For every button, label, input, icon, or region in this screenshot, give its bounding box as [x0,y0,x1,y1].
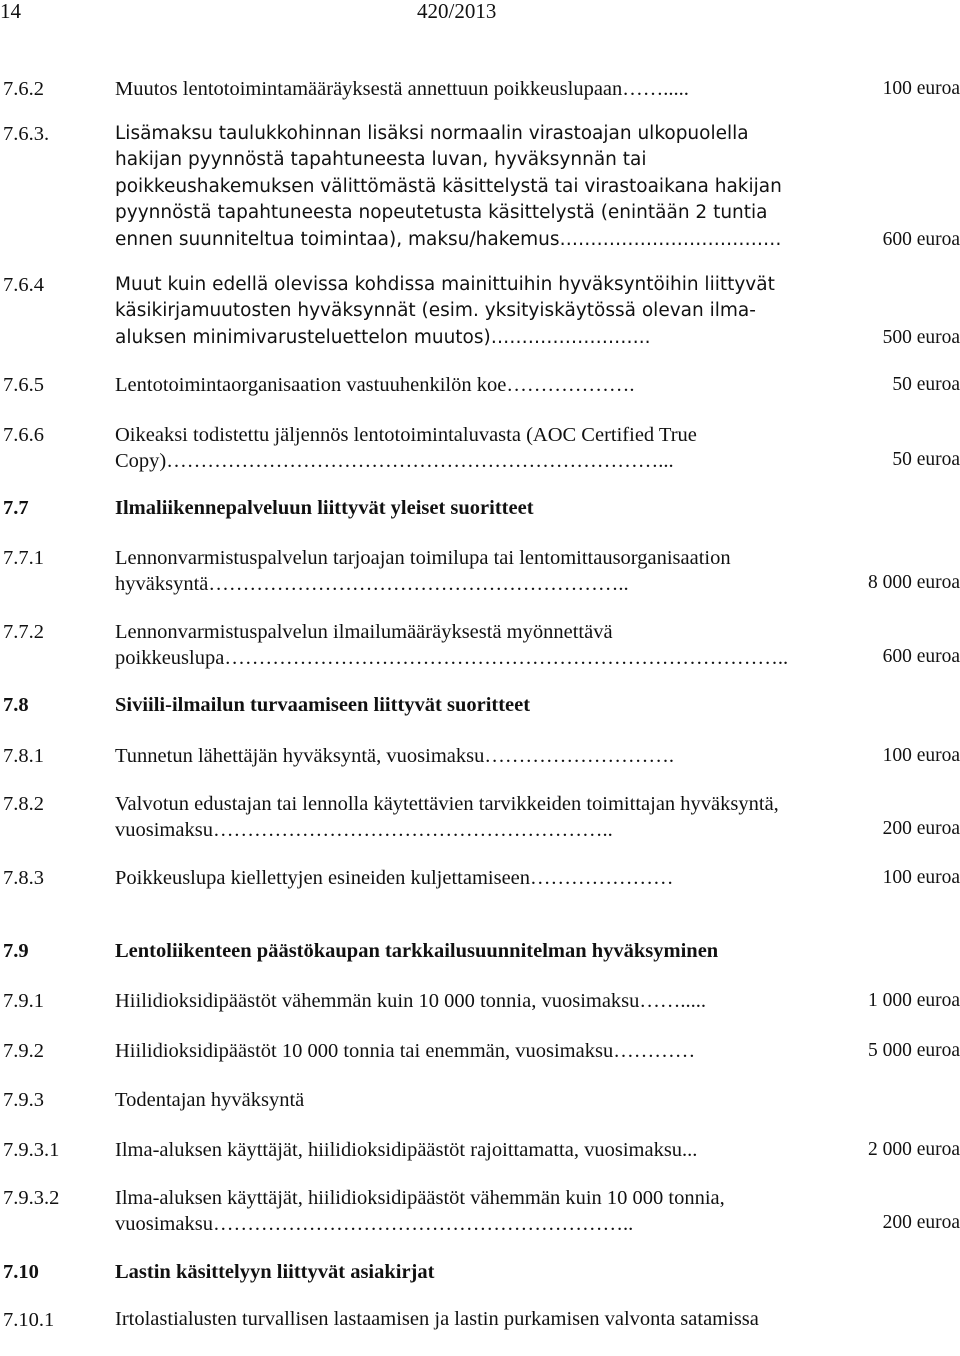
item-number: 7.6.2 [3,78,44,100]
fee-item [0,545,960,601]
item-description: Muut kuin edellä olevissa kohdissa mainittuihin hyväksyntöihin liittyvät käsikirjamuutosten hyväksynnät (esim. yksityiskäytössä olevan ilma-aluksen minimivarusteluettelon muutos)…………………….. [115,274,775,348]
section-number: 7.7 [3,497,29,519]
fee-item [0,1087,960,1117]
item-description: Ilma-aluksen käyttäjät, hiilidioksidipäästöt vähemmän kuin 10 000 tonnia, vuosimaksu…………………………………………………….. [115,1187,725,1235]
item-price: 600 euroa [882,229,960,250]
fee-item [0,121,960,257]
fee-item [0,76,960,106]
page-header [0,0,960,26]
item-description: Lennonvarmistuspalvelun tarjoajan toimilupa tai lentomittausorganisaation hyväksyntä…………………………………………………….. [115,547,731,595]
item-price: 600 euroa [882,646,960,667]
item-number: 7.9.1 [3,990,44,1012]
fee-item [0,1137,960,1167]
item-description: Hiilidioksidipäästöt 10 000 tonnia tai enemmän, vuosimaksu………… [115,1040,696,1062]
fee-item [0,1185,960,1241]
section-heading [0,692,960,722]
fee-item [0,791,960,847]
item-price: 5 000 euroa [867,1040,960,1061]
section-title: Lentoliikenteen päästökaupan tarkkailusuunnitelman hyväksyminen [115,940,719,962]
item-number: 7.8.1 [3,745,44,767]
item-number: 7.7.2 [3,621,44,643]
section-number: 7.8 [3,694,29,716]
document-number: 420/2013 [417,0,497,23]
page-number: 14 [0,0,21,23]
fee-item [0,988,960,1018]
item-price: 100 euroa [882,78,960,99]
item-number: 7.8.3 [3,867,44,889]
section-number: 7.10 [3,1261,39,1283]
item-number: 7.10.1 [3,1309,55,1331]
item-number: 7.6.6 [3,424,44,446]
item-description: Valvotun edustajan tai lennolla käytettävien tarvikkeiden toimittajan hyväksyntä, vuosimaksu………………………………………………….. [115,793,779,841]
item-price: 50 euroa [892,449,960,470]
fee-item [0,272,960,354]
item-number: 7.9.3.2 [3,1187,60,1209]
item-price: 2 000 euroa [867,1139,960,1160]
fee-item [0,422,960,478]
item-number: 7.9.3 [3,1089,44,1111]
item-description: Ilma-aluksen käyttäjät, hiilidioksidipäästöt rajoittamatta, vuosimaksu... [115,1139,698,1161]
item-price: 1 000 euroa [867,990,960,1011]
item-number: 7.6.3. [3,123,50,145]
section-title: Siviili-ilmailun turvaamiseen liittyvät suoritteet [115,694,531,716]
fee-item [0,743,960,773]
item-price: 50 euroa [892,374,960,395]
section-title: Lastin käsittelyyn liittyvät asiakirjat [115,1261,435,1283]
item-price: 100 euroa [882,867,960,888]
item-price: 200 euroa [882,1212,960,1233]
section-heading [0,938,960,968]
section-number: 7.9 [3,940,29,962]
item-description: Poikkeuslupa kiellettyjen esineiden kuljettamiseen………………… [115,867,674,889]
item-description: Oikeaksi todistettu jäljennös lentotoimintaluvasta (AOC Certified True Copy)………………………………………………………………... [115,424,697,472]
section-heading [0,1259,960,1289]
item-description: Tunnetun lähettäjän hyväksyntä, vuosimaksu………………………. [115,745,674,767]
item-description: Todentajan hyväksyntä [115,1089,305,1111]
item-price: 500 euroa [882,327,960,348]
fee-item [0,1038,960,1068]
fee-item [0,865,960,895]
item-description: Muutos lentotoimintamääräyksestä annettuun poikkeuslupaan……..... [115,78,689,100]
item-description: Lisämaksu taulukkohinnan lisäksi normaalin virastoajan ulkopuolella hakijan pyynnöstä tapahtuneesta luvan, hyväksynnän tai poikkeushakemuksen välittömästä käsittelystä tai virastoaikana hakijan pyynnöstä tapahtuneesta nopeutetusta käsittelystä (enintään 2 tuntia ennen suunniteltua toimintaa), maksu/hakemus……………………………… [115,123,782,250]
item-number: 7.7.1 [3,547,44,569]
section-title: Ilmaliikennepalveluun liittyvät yleiset suoritteet [115,497,534,519]
item-price: 200 euroa [882,818,960,839]
item-number: 7.9.2 [3,1040,44,1062]
item-description: Lennonvarmistuspalvelun ilmailumääräyksestä myönnettävä poikkeuslupa……………………………………………………………………….. [115,621,789,669]
item-number: 7.8.2 [3,793,44,815]
section-heading [0,495,960,525]
fee-item [0,619,960,675]
item-number: 7.9.3.1 [3,1139,60,1161]
item-number: 7.6.5 [3,374,44,396]
fee-item [0,372,960,402]
item-description: Irtolastialusten turvallisen lastaamisen ja lastin purkamisen valvonta satamissa [115,1308,759,1330]
item-number: 7.6.4 [3,274,44,296]
fee-item [0,1307,960,1356]
item-price: 100 euroa [882,745,960,766]
item-price: 8 000 euroa [867,572,960,593]
item-description: Hiilidioksidipäästöt vähemmän kuin 10 000 tonnia, vuosimaksu……..... [115,990,707,1012]
item-description: Lentotoimintaorganisaation vastuuhenkilön koe………………. [115,374,635,396]
